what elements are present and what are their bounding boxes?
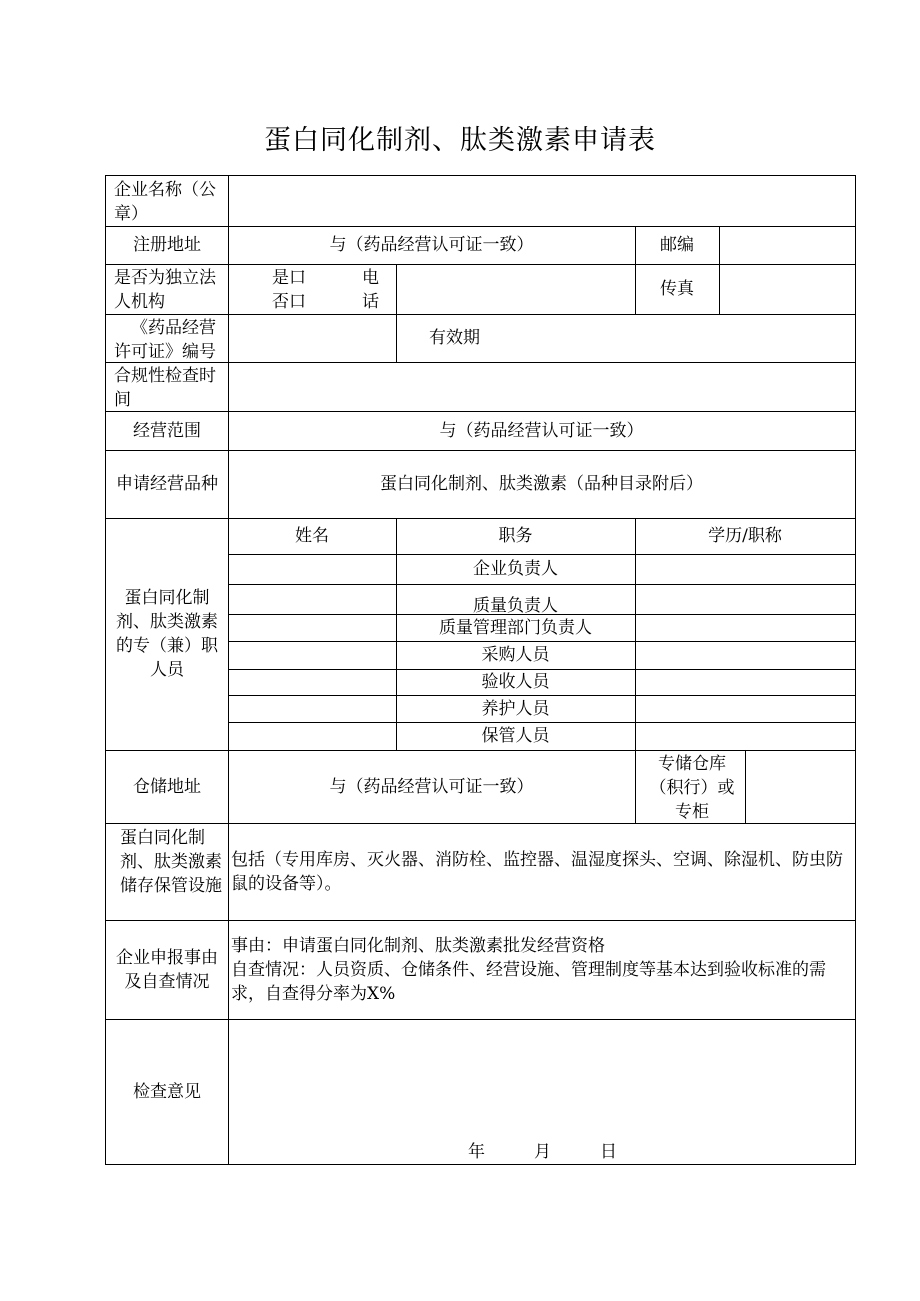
phone-field[interactable]: [397, 264, 635, 314]
facilities-value[interactable]: 包括（专用库房、灭火器、消防栓、监控器、温湿度探头、空调、除湿机、防虫防鼠的设备等）。: [231, 850, 843, 894]
role-cell: 验收人员: [481, 672, 550, 692]
postcode-field[interactable]: [720, 226, 855, 264]
business-scope-value[interactable]: 与（药品经营认可证一致）: [439, 420, 644, 441]
self-check-text[interactable]: 自查情况：人员资质、仓储条件、经营设施、管理制度等基本达到验收标准的需求，自查得分率为X%: [231, 960, 826, 1004]
header-education: 学历/职称: [708, 526, 782, 546]
variety-value[interactable]: 蛋白同化制剂、肽类激素（品种目录附后）: [380, 474, 703, 494]
phone-label-part2: 话: [362, 292, 379, 312]
inspection-opinion-label: 检查意见: [133, 1081, 201, 1102]
reason-text[interactable]: 事由：申请蛋白同化制剂、肽类激素批发经营资格: [231, 936, 605, 956]
dedicated-storage-label: 专储仓库（积行）或专柜: [649, 754, 735, 822]
license-number-label: 《药品经营许可证》编号: [114, 318, 216, 362]
date-month: 月: [534, 1142, 551, 1162]
phone-label-part1: 电: [362, 268, 379, 288]
staff-label: 蛋白同化制剂、肽类激素的专（兼）职人员: [116, 588, 218, 680]
registered-address-value[interactable]: 与（药品经营认可证一致）: [329, 235, 534, 255]
date-year: 年: [468, 1142, 485, 1162]
self-check-label: 企业申报事由及自查情况: [116, 947, 218, 992]
role-cell: 企业负责人: [473, 559, 558, 579]
role-cell: 质量负责人: [473, 596, 558, 616]
license-number-field[interactable]: [229, 314, 396, 362]
header-position: 职务: [498, 526, 533, 546]
business-scope-label: 经营范围: [133, 420, 201, 441]
variety-label: 申请经营品种: [116, 474, 218, 494]
storage-address-label: 仓储地址: [133, 776, 201, 797]
application-form: [105, 175, 856, 1165]
yes-checkbox[interactable]: 是口: [272, 268, 306, 288]
inspection-opinion-field[interactable]: [229, 1019, 855, 1129]
no-checkbox[interactable]: 否口: [272, 292, 306, 312]
fax-label: 传真: [660, 279, 694, 299]
independent-entity-label: 是否为独立法人机构: [114, 268, 216, 312]
header-name: 姓名: [295, 526, 329, 546]
page-title: 蛋白同化制剂、肽类激素申请表: [264, 125, 656, 156]
validity-label: 有效期: [429, 328, 480, 348]
fax-field[interactable]: [720, 264, 855, 314]
date-day: 日: [600, 1142, 617, 1162]
role-cell: 质量管理部门负责人: [439, 617, 592, 638]
facilities-label: 蛋白同化制剂、肽类激素储存保管设施: [120, 828, 222, 896]
inspection-time-label: 合规性检查时间: [114, 366, 216, 410]
postcode-label: 邮编: [660, 235, 694, 255]
role-cell: 养护人员: [481, 698, 550, 719]
registered-address-label: 注册地址: [133, 235, 201, 255]
inspection-time-field[interactable]: [229, 362, 855, 411]
role-cell: 保管人员: [481, 726, 550, 746]
company-name-label: 企业名称（公章）: [114, 180, 216, 224]
dedicated-storage-field[interactable]: [746, 750, 855, 823]
storage-address-value[interactable]: 与（药品经营认可证一致）: [329, 776, 534, 797]
role-cell: 采购人员: [481, 645, 550, 665]
company-name-field[interactable]: [229, 176, 855, 226]
